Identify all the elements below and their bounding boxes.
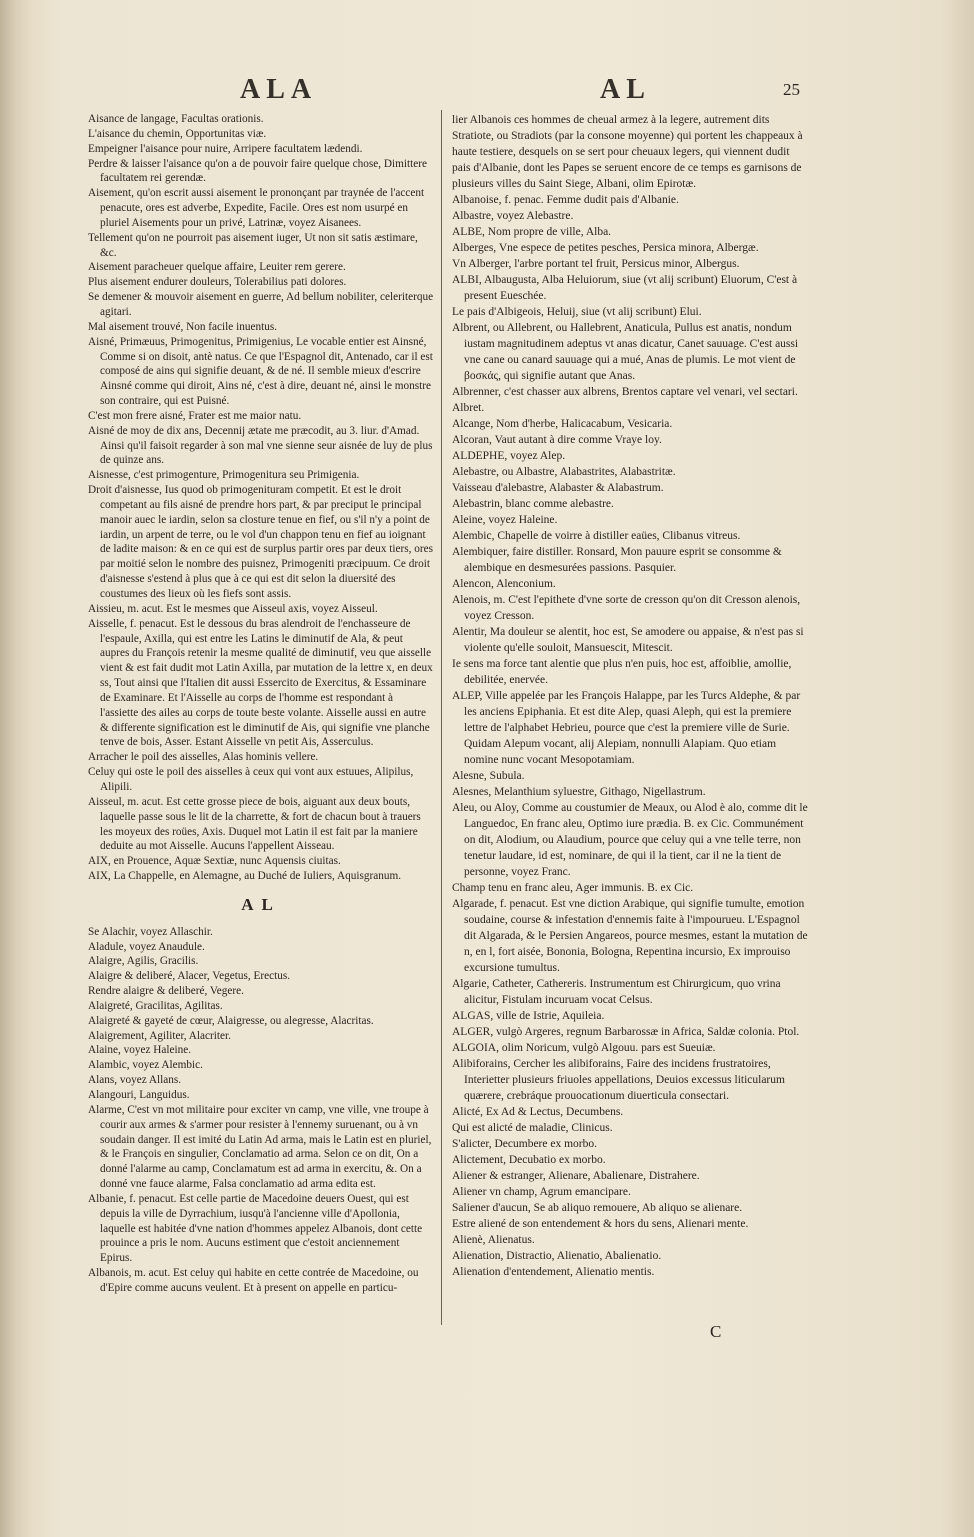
dictionary-entry: Champ tenu en franc aleu, Ager immunis. B. ex Cic. bbox=[452, 882, 694, 894]
dictionary-entry: Alienation, Distractio, Alienatio, Abalienatio. bbox=[452, 1250, 662, 1262]
dictionary-entry: AIX, La Chappelle, en Alemagne, au Duché de Iuliers, Aquisgranum. bbox=[88, 870, 402, 883]
dictionary-entry: Alebastre, ou Albastre, Alabastrites, Alabastritæ. bbox=[452, 466, 676, 478]
dictionary-entry: Aisselle, f. penacut. Est le dessous du bras alendroit de l'enchasseure de l'espaule, Axilla, qui est entre les Latins le diminutif de Ala, & peut aupres du François retenir la mesme qualité de diminutif, veu que aisselle vient & est fait dudit mot Latin Axilla, par mutation de la lettre x, en deux ss, Tout ainsi que l'Italien dit aussi Essercito de Exercitus, & Essaminare de Examinare. Et l'Aisselle au corps de l'homme est respondant à l'assiette des ailes au corps de toute beste volante. Aisselle aussi en autre & differente signification est le diminutif de Ais, qui signifie vne planche tenve de bois, Asser. Estant Aisselle vn petit Ais, Asserculus. bbox=[88, 617, 433, 749]
dictionary-entry: Albanie, f. penacut. Est celle partie de Macedoine deuers Ouest, qui est depuis la ville de Dyrrachium, iusqu'à l'ancienne ville d'Apollonia, laquelle est habitée d'vne nation d'hommes appelez Albanois, dont cette prouince a pris le nom. Aucuns estiment que c'estoit anciennement Epirus. bbox=[88, 1192, 423, 1265]
page-binding-shadow bbox=[0, 0, 18, 1537]
dictionary-entry: ALGOIA, olim Noricum, vulgò Algouu. pars est Sueuiæ. bbox=[452, 1042, 716, 1054]
running-head-left: ALA bbox=[240, 74, 318, 105]
dictionary-entry: Algarade, f. penacut. Est vne diction Arabique, qui signifie tumulte, emotion soudaine, course & infestation d'ennemis faite à l'impourueu. L'Espagnol dit Algarada, & le Persien Angareos, pource mesmes, estant la mutation de n, en l, fort aisée, Bononia, Bologna, Repentina incursio, Ex improuiso excursione tumultus. bbox=[452, 898, 808, 974]
dictionary-entry: Alans, voyez Allans. bbox=[88, 1074, 182, 1087]
dictionary-entry: ALEP, Ville appelée par les François Halappe, par les Turcs Aldephe, & par les anciens Epiphania. Et est dite Alep, quasi Aleph, qui est la premiere lettre de l'alphabet Hebrieu, pource que c'est la premiere ville de Surie. Quidam Alepum vocant, alij Alepiam, nonnulli Alapiam. Quo etiam nomine nunc vocant Mesopotamiam. bbox=[452, 690, 801, 766]
dictionary-entry: Alibiforains, Cercher les alibiforains, Faire des incidens frustratoires, Interietter plusieurs friuoles appellations, Deuios excessus liticularum quærere, crebráque prouocationum diuerticula consectari. bbox=[452, 1058, 785, 1102]
dictionary-entry: Aleu, ou Aloy, Comme au coustumier de Meaux, ou Alod è alo, comme dit le Languedoc, En franc aleu, Optimo iure prædia. B. ex Cic. Communément on dit, Alodium, ou Alaudium, pource que celuy qui a vne telle terre, non tenetur laudare, id est, nominare, de qui il la tient, car il ne la tient de personne, voyez Franc. bbox=[452, 802, 808, 878]
dictionary-entry: Alembic, Chapelle de voirre à distiller eaües, Clibanus vitreus. bbox=[452, 530, 741, 542]
right-column bbox=[452, 112, 808, 1280]
dictionary-entry: lier Albanois ces hommes de cheual armez à la legere, autrement dits Stratiote, ou Stradiots (par la consone moyenne) qui portent les chappeaux à haute testiere, desquels on se sert pour cheuaux legers, qui viennent dudit pais d'Albanie, dont les Papes se seruent encore de ce temps es garnisons de plusieurs villes du Saint Siege, Albani, olim Epirotæ. bbox=[452, 114, 803, 190]
dictionary-entry: Plus aisement endurer douleurs, Tolerabilius pati dolores. bbox=[88, 276, 347, 289]
dictionary-entry: Aisné, Primæuus, Primogenitus, Primigenius, Le vocable entier est Ainsné, Comme si on disoit, antè natus. Ce que l'Espagnol dit, Antenado, car il est composé de ains qui signifie deuant, & de né. Il semble mieux d'escrire Ainsné comme qui diroit, Ains né, c'est à dire, deuant né, ainsi le monstre son contraire, qui est Puisné. bbox=[88, 335, 433, 408]
catchword: C bbox=[710, 1322, 722, 1341]
dictionary-entry: Saliener d'aucun, Se ab aliquo remouere, Ab aliquo se alienare. bbox=[452, 1202, 743, 1214]
dictionary-entry: Albanoise, f. penac. Femme dudit pais d'Albanie. bbox=[452, 194, 679, 206]
dictionary-entry: Estre aliené de son entendement & hors du sens, Alienari mente. bbox=[452, 1218, 749, 1230]
dictionary-entry: Tellement qu'on ne pourroit pas aisement iuger, Ut non sit satis æstimare, &c. bbox=[88, 231, 418, 259]
dictionary-entry: Alesnes, Melanthium syluestre, Githago, Nigellastrum. bbox=[452, 786, 706, 798]
dictionary-entry: Albastre, voyez Alebastre. bbox=[452, 210, 574, 222]
dictionary-entry: Alcoran, Vaut autant à dire comme Vraye loy. bbox=[452, 434, 662, 446]
dictionary-entry: Le pais d'Albigeois, Heluij, siue (vt alij scribunt) Elui. bbox=[452, 306, 702, 318]
dictionary-entry: Alambic, voyez Alembic. bbox=[88, 1059, 203, 1072]
dictionary-entry: Alberges, Vne espece de petites pesches, Persica minora, Albergæ. bbox=[452, 242, 759, 254]
dictionary-entry: Celuy qui oste le poil des aisselles à ceux qui vont aux estuues, Alipilus, Alipili. bbox=[88, 766, 414, 793]
dictionary-entry: Alicté, Ex Ad & Lectus, Decumbens. bbox=[452, 1106, 624, 1118]
dictionary-entry: Arracher le poil des aisselles, Alas hominis vellere. bbox=[88, 751, 319, 764]
dictionary-entry: Se demener & mouvoir aisement en guerre, Ad bellum nobiliter, celeriterque agitari. bbox=[88, 291, 434, 318]
dictionary-entry: Alictement, Decubatio ex morbo. bbox=[452, 1154, 606, 1166]
dictionary-entry: L'aisance du chemin, Opportunitas viæ. bbox=[88, 127, 267, 140]
dictionary-entry: ALGER, vulgò Argeres, regnum Barbarossæ in Africa, Saldæ colonia. Ptol. bbox=[452, 1026, 800, 1038]
dictionary-entry: Alaigreté, Gracilitas, Agilitas. bbox=[88, 999, 223, 1012]
dictionary-entry: Albrent, ou Allebrent, ou Hallebrent, Anaticula, Pullus est anatis, nondum iustam magnitudinem adeptus vt anas dicatur, Canet sauuage. C'est aussi vne cane ou canard sauuage qui a mué, Anas de plumis. Le mot vient de βοσκάς, qui signifie autant que Anas. bbox=[452, 322, 799, 382]
page-number: 25 bbox=[783, 80, 800, 99]
dictionary-entry: Alencon, Alenconium. bbox=[452, 578, 556, 590]
dictionary-entry: Alaine, voyez Haleine. bbox=[88, 1044, 192, 1057]
dictionary-entry: Albret. bbox=[452, 402, 485, 414]
dictionary-entry: S'alicter, Decumbere ex morbo. bbox=[452, 1138, 597, 1150]
left-entries-after bbox=[88, 925, 434, 1296]
dictionary-entry: Alienè, Alienatus. bbox=[452, 1234, 535, 1246]
dictionary-entry: Algarie, Catheter, Cathereris. Instrumentum est Chirurgicum, quo vrina alicitur, Fistulam incuruam vocat Celsus. bbox=[452, 978, 781, 1006]
dictionary-entry: Aisseul, m. acut. Est cette grosse piece de bois, aiguant aux deux bouts, laquelle passe sous le lit de la charrette, & fort de chacun bout à trauers les moyeux des roües, Axis. Duquel mot Latin il est fait par la maniere deduite au mot Aisselle. Aucuns l'appellent Aisseau. bbox=[88, 795, 421, 853]
dictionary-entry: Aisné de moy de dix ans, Decennij ætate me præcodit, au 3. liur. d'Amad. Ainsi qu'il faisoit regarder à son mal vne sienne seur aisnée de luy de plus de quinze ans. bbox=[88, 424, 433, 467]
dictionary-entry: Empeigner l'aisance pour nuire, Arripere facultatem lædendi. bbox=[88, 142, 363, 155]
dictionary-entry: Aliener vn champ, Agrum emancipare. bbox=[452, 1186, 631, 1198]
dictionary-entry: Alaigre, Agilis, Gracilis. bbox=[88, 955, 199, 968]
dictionary-entry: Mal aisement trouvé, Non facile inuentus. bbox=[88, 320, 278, 333]
dictionary-entry: Alaigrement, Agiliter, Alacriter. bbox=[88, 1029, 231, 1042]
dictionary-entry: AIX, en Prouence, Aquæ Sextiæ, nunc Aquensis ciuitas. bbox=[88, 855, 341, 868]
dictionary-entry: C'est mon frere aisné, Frater est me maior natu. bbox=[88, 409, 302, 422]
dictionary-entry: Alaigreté & gayeté de cœur, Alaigresse, ou alegresse, Alacritas. bbox=[88, 1014, 374, 1027]
dictionary-entry: Alesne, Subula. bbox=[452, 770, 525, 782]
dictionary-entry: Alembiquer, faire distiller. Ronsard, Mon pauure esprit se consomme & alembique en desmesurées passions. Pasquier. bbox=[452, 546, 782, 574]
dictionary-entry: Alenois, m. C'est l'epithete d'vne sorte de cresson qu'on dit Cresson alenois, voyez Cresson. bbox=[452, 594, 801, 622]
dictionary-entry: Alangouri, Languidus. bbox=[88, 1089, 190, 1101]
dictionary-entry: ALBI, Albaugusta, Alba Heluiorum, siue (vt alij scribunt) Eluorum, C'est à present Eueschée. bbox=[452, 274, 798, 302]
dictionary-entry: ALBE, Nom propre de ville, Alba. bbox=[452, 226, 612, 238]
dictionary-entry: Aisement paracheuer quelque affaire, Leuiter rem gerere. bbox=[88, 261, 346, 274]
dictionary-entry: Alarme, C'est vn mot militaire pour exciter vn camp, vne ville, vne troupe à courir aux armes & s'armer pour resister à l'ennemy suruenant, ou à vn soudain danger. Il est imité du Latin Ad arma, mais le Latin est en pluriel, & le François en singulier, Conclamatio ad arma. Selon ce on dit, On a donné l'alarme au camp, Conclamatum est ad arma in exercitu, &. On a donné vne fauce alarme, Falsa conclamatio ad arma edita est. bbox=[88, 1103, 432, 1191]
section-head: AL bbox=[241, 894, 281, 914]
dictionary-entry: ALDEPHE, voyez Alep. bbox=[452, 450, 566, 462]
dictionary-entry: Vn Alberger, l'arbre portant tel fruit, Persicus minor, Albergus. bbox=[452, 258, 740, 270]
dictionary-entry: Alebastrin, blanc comme alebastre. bbox=[452, 498, 614, 510]
dictionary-entry: Alcange, Nom d'herbe, Halicacabum, Vesicaria. bbox=[452, 418, 673, 430]
dictionary-entry: Aisnesse, c'est primogenture, Primogenitura seu Primigenia. bbox=[88, 469, 360, 482]
dictionary-entry: Aisance de langage, Facultas orationis. bbox=[88, 113, 264, 125]
dictionary-entry: Perdre & laisser l'aisance qu'on a de pouvoir faire quelque chose, Dimittere facultatem rei gerendæ. bbox=[88, 157, 427, 185]
left-entries bbox=[88, 112, 434, 884]
dictionary-entry: Alaigre & deliberé, Alacer, Vegetus, Erectus. bbox=[88, 970, 291, 983]
dictionary-entry: Alienation d'entendement, Alienatio mentis. bbox=[452, 1266, 655, 1278]
dictionary-entry: Aissieu, m. acut. Est le mesmes que Aisseul axis, voyez Aisseul. bbox=[88, 602, 378, 615]
dictionary-entry: Aisement, qu'on escrit aussi aisement le prononçant par traynée de l'accent penacute, ores est adverbe, Expedite, Facile. Ores est nom usurpé en pluriel Aisements pour un privé, Latrinæ, voyez Aisanees. bbox=[88, 187, 425, 229]
dictionary-entry: Rendre alaigre & deliberé, Vegere. bbox=[88, 985, 244, 998]
dictionary-entry: Se Alachir, voyez Allaschir. bbox=[88, 925, 213, 938]
dictionary-entry: Albanois, m. acut. Est celuy qui habite en cette contrée de Macedoine, ou d'Epire comme aucuns veulent. Et à present on appelle en particu- bbox=[88, 1267, 419, 1294]
dictionary-entry: Droit d'aisnesse, Ius quod ob primogenituram competit. Et est le droit competant au fils aisné de prendre hors part, & par preciput le principal manoir auec le iardin, selon sa closture tenue en fief, ou s'il n'y a point de iardin, un arpent de terre, ou le vol d'un chappon tenu en fief au ioignant de ladite maison: & en ce qui est de surplus partir ores par deux tiers, ores par moitié selon le nombre des puisnez, Primogeniti præcipuum. Ce droit d'aisnesse s'estend à plus que à ce qui est dit selon la diuersité des coustumes des lieux où les fiefs sont assis. bbox=[88, 484, 434, 600]
dictionary-entry: Qui est alicté de maladie, Clinicus. bbox=[452, 1122, 613, 1134]
dictionary-entry: Alentir, Ma douleur se alentit, hoc est, Se amodere ou appaise, & n'est pas si violente qu'elle souloit, Mansuescit, Mitescit. bbox=[452, 626, 804, 654]
column-divider bbox=[441, 110, 442, 1325]
dictionary-entry: Albrenner, c'est chasser aux albrens, Brentos captare vel venari, vel sectari. bbox=[452, 386, 798, 398]
dictionary-entry: Vaisseau d'alebastre, Alabaster & Alabastrum. bbox=[452, 482, 664, 494]
running-head-right: AL bbox=[600, 74, 651, 105]
right-entries bbox=[452, 112, 808, 1280]
dictionary-entry: ALGAS, ville de Istrie, Aquileia. bbox=[452, 1010, 605, 1022]
dictionary-entry: Ie sens ma force tant alentie que plus n'en puis, hoc est, affoiblie, amollie, debilitée, enervée. bbox=[452, 658, 792, 686]
dictionary-entry: Aleine, voyez Haleine. bbox=[452, 514, 558, 526]
dictionary-entry: Aladule, voyez Anaudule. bbox=[88, 940, 205, 953]
left-column bbox=[88, 112, 434, 1296]
dictionary-entry: Aliener & estranger, Alienare, Abalienare, Distrahere. bbox=[452, 1170, 700, 1182]
